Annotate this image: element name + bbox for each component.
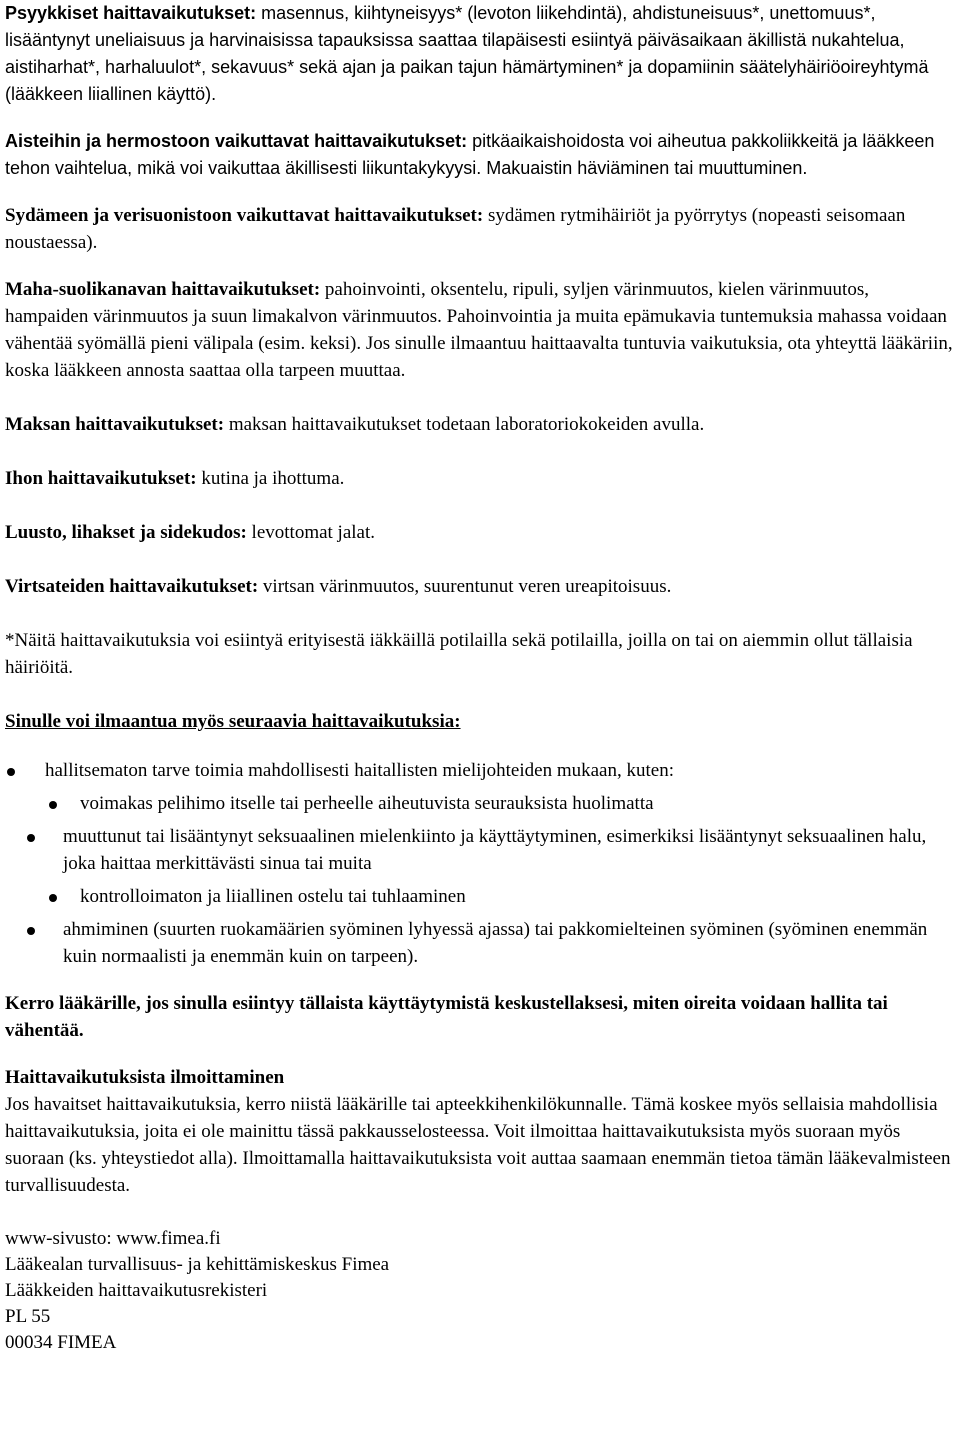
text-cardiac: sydämen rytmihäiriöt ja pyörrytys (nopeasti seisomaan noustaessa). (5, 205, 906, 253)
warning-text: Kerro lääkärille, jos sinulla esiintyy tällaista käyttäytymistä keskustellaksesi, miten oireita voidaan hallita tai vähentää. (5, 993, 888, 1041)
paragraph-liver (5, 411, 957, 438)
text-musculoskeletal: levottomat jalat. (246, 522, 376, 543)
text-psychiatric: masennus, kiihtyneisyys* (levoton liikehdintä), ahdistuneisuus*, unettomuus*, lisääntynyt uneliaisuus ja harvinaisissa tapauksissa saattaa tilapäisesti esiintyä päiväsaikaan äkillistä nukahtelua, aistiharhat*, harhaluulot*, sekavuus* sekä ajan ja paikan tajun hämärtyminen* ja dopamiinin säätelyhäiriöoireyhtymä (lääkkeen liiallinen käyttö). (5, 3, 929, 104)
list-item: ahmiminen (suurten ruokamäärien syöminen lyhyessä ajassa) tai pakkomielteinen syöminen (syöminen enemmän kuin normaalisti ja enemmän kuin on tarpeen). (5, 916, 957, 970)
text-liver: maksan haittavaikutukset todetaan laboratoriokokeiden avulla. (224, 414, 705, 435)
contact-address (5, 1226, 957, 1356)
heading-skin: Ihon haittavaikutukset: (5, 468, 197, 489)
address-pobox: PL 55 (5, 1306, 51, 1327)
address-agency: Lääkealan turvallisuus- ja kehittämiskeskus Fimea (5, 1254, 390, 1275)
heading-gastrointestinal: Maha-suolikanavan haittavaikutukset: (5, 279, 321, 300)
bullet-icon (27, 927, 35, 935)
leaflet-page (5, 0, 957, 1356)
paragraph-nervous-system (5, 128, 957, 182)
heading-psychiatric: Psyykkiset haittavaikutukset: (5, 3, 257, 23)
paragraph-musculoskeletal (5, 519, 957, 546)
text-gastrointestinal: pahoinvointi, oksentelu, ripuli, syljen värinmuutos, kielen värinmuutos, hampaiden värinmuutos ja suun limakalvon värinmuutos. Pahoinvointia ja muita epämukavia tuntemuksia mahassa voidaan vähentää syömällä pieni välipala (esim. keksi). Jos sinulle ilmaantuu haittaavalta tuntuvia vaikutuksia, ota yhteyttä lääkäriin, koska lääkkeen annosta saattaa olla tarpeen muuttaa. (5, 279, 953, 381)
heading-also-possible: Sinulle voi ilmaantua myös seuraavia haittavaikutuksia: (5, 711, 461, 732)
heading-musculoskeletal: Luusto, lihakset ja sidekudos: (5, 522, 247, 543)
list-item: voimakas pelihimo itselle tai perheelle aiheutuvista seurauksista huolimatta (5, 790, 957, 817)
heading-urinary: Virtsateiden haittavaikutukset: (5, 576, 259, 597)
text-reporting: Jos havaitset haittavaikutuksia, kerro niistä lääkärille tai apteekkihenkilökunnalle. Tämä koskee myös sellaisia mahdollisia haittavaikutuksia, joita ei ole mainittu tässä pakkausselosteessa. Voit ilmoittaa haittavaikutuksista myös suoraan myös suoraan (ks. yhteystiedot alla). Ilmoittamalla haittavaikutuksista voit auttaa saamaan enemmän tietoa tämän lääkevalmisteen turvallisuudesta. (5, 1094, 951, 1196)
paragraph-cardiac (5, 202, 957, 256)
heading-nervous-system: Aisteihin ja hermostoon vaikuttavat haittavaikutukset: (5, 131, 468, 151)
paragraph-gastrointestinal (5, 276, 957, 384)
address-register: Lääkkeiden haittavaikutusrekisteri (5, 1280, 268, 1301)
heading-cardiac: Sydämeen ja verisuonistoon vaikuttavat haittavaikutukset: (5, 205, 484, 226)
behaviour-list (5, 757, 957, 970)
address-postcode: 00034 FIMEA (5, 1332, 117, 1353)
address-website: www-sivusto: www.fimea.fi (5, 1228, 221, 1249)
bullet-icon (49, 894, 57, 902)
text-skin: kutina ja ihottuma. (196, 468, 345, 489)
footnote-elderly: *Näitä haittavaikutuksia voi esiintyä erityisestä iäkkäillä potilailla sekä potilailla, joilla on tai on aiemmin ollut tällaisia häiriöitä. (5, 630, 913, 678)
text-nervous-system: pitkäaikaishoidosta voi aiheutua pakkoliikkeitä ja lääkkeen tehon vaihtelua, mikä voi vaikuttaa äkillisesti liikuntakykyysi. Makuaistin häviäminen tai muuttuminen. (5, 131, 935, 178)
paragraph-urinary (5, 573, 957, 600)
heading-reporting: Haittavaikutuksista ilmoittaminen (5, 1067, 285, 1088)
list-item: muuttunut tai lisääntynyt seksuaalinen mielenkiinto ja käyttäytyminen, esimerkiksi lisääntynyt seksuaalinen halu, joka haittaa merkittävästi sinua tai muita (5, 823, 957, 877)
bullet-icon (7, 768, 15, 776)
bullet-icon (27, 834, 35, 842)
paragraph-skin (5, 465, 957, 492)
text-urinary: virtsan värinmuutos, suurentunut veren ureapitoisuus. (258, 576, 672, 597)
paragraph-psychiatric (5, 0, 957, 108)
bullet-icon (49, 801, 57, 809)
list-item: kontrolloimaton ja liiallinen ostelu tai tuhlaaminen (5, 883, 957, 910)
list-item: hallitsematon tarve toimia mahdollisesti haitallisten mielijohteiden mukaan, kuten: (5, 757, 957, 784)
heading-liver: Maksan haittavaikutukset: (5, 414, 225, 435)
